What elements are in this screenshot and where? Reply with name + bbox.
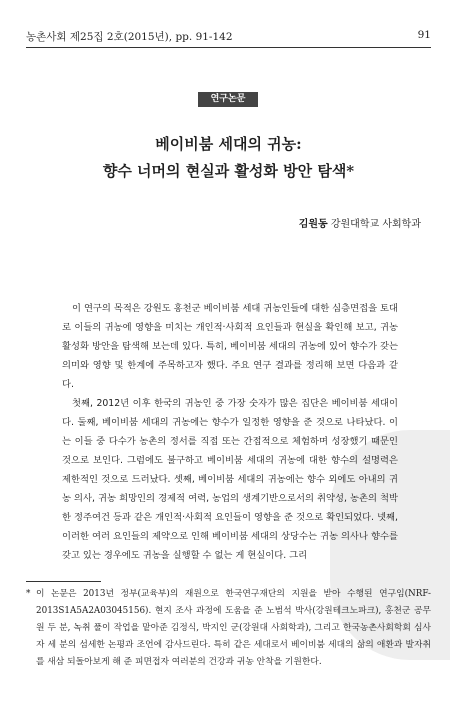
author-name: 김원동 — [298, 219, 328, 230]
header-rule — [26, 47, 431, 48]
abstract — [62, 299, 398, 565]
page-number: 91 — [417, 29, 431, 41]
author-affiliation: 강원대학교 사회학과 — [327, 219, 421, 230]
footnote-rule — [26, 581, 101, 582]
section-label: 연구논문 — [198, 92, 258, 107]
title-line-2: 향수 너머의 현실과 활성화 방안 탐색* — [102, 162, 355, 180]
footnote-text: 이 논문은 2013년 정부(교육부)의 재원으로 한국연구재단의 지원을 받아 수행된 연구임(NRF-2013S1A5A2A03045156). 현지 조사 과정에 도움을 준 노범석 박사(강원테크노파크), 홍천군 공무원 두 분, 녹취 풀이 작업을 맡아준 김정식, 박지인 군(강원대 사회학과), 그리고 한국농촌사회학회 심사자 세 분의 섬세한 논평과 조언에 감사드린다. 특히 같은 세대로서 베이비붐 세대의 삶의 애환과 발자취를 새삼 되돌아보게 해 준 피면접자 여러분의 건강과 귀농 안착을 기원한다. — [36, 589, 431, 667]
abstract-paragraph-1: 이 연구의 목적은 강원도 홍천군 베이비붐 세대 귀농인들에 대한 심층면접을 토대로 이들의 귀농에 영향을 미치는 개인적·사회적 요인들과 현실을 확인해 보고, 귀농 활성화 방안을 탐색해 보는데 있다. 특히, 베이비붐 세대의 귀농에 있어 향수가 갖는 의미와 영향 및 한계에 주목하고자 했다. 주요 연구 결과를 정리해 보면 다음과 같다. — [62, 303, 398, 390]
title-line-1: 베이비붐 세대의 귀농: — [155, 135, 302, 153]
author-line — [299, 215, 421, 230]
journal-citation: 농촌사회 제25집 2호(2015년), pp. 91-142 — [26, 31, 233, 43]
abstract-paragraph-2: 첫째, 2012년 이후 한국의 귀농인 중 가장 숫자가 많은 집단은 베이비붐 세대이다. 둘째, 베이비붐 세대의 귀농에는 향수가 일정한 영향을 준 것으로 나타났다. 이는 이들 중 다수가 농촌의 정서를 직접 또는 간접적으로 체험하며 성장했기 때문인 것으로 보인다. 그럼에도 불구하고 베이비붐 세대의 귀농에 대한 향수의 설명력은 제한적인 것으로 드러났다. 셋째, 베이비붐 세대의 귀농에는 향수 외에도 아내의 귀농 의사, 귀농 희망인의 경제적 여력, 농업의 생계기반으로서의 취약성, 농촌의 척박한 정주여건 등과 같은 개인적·사회적 요인들이 영향을 준 것으로 확인되었다. 넷째, 이러한 여러 요인들의 제약으로 인해 베이비붐 세대의 상당수는 귀농 의사나 향수를 갖고 있는 경우에도 귀농을 실행할 수 없는 게 현실이다. 그리 — [62, 398, 398, 561]
footnote — [26, 586, 431, 671]
footnote-mark: * — [26, 589, 31, 599]
